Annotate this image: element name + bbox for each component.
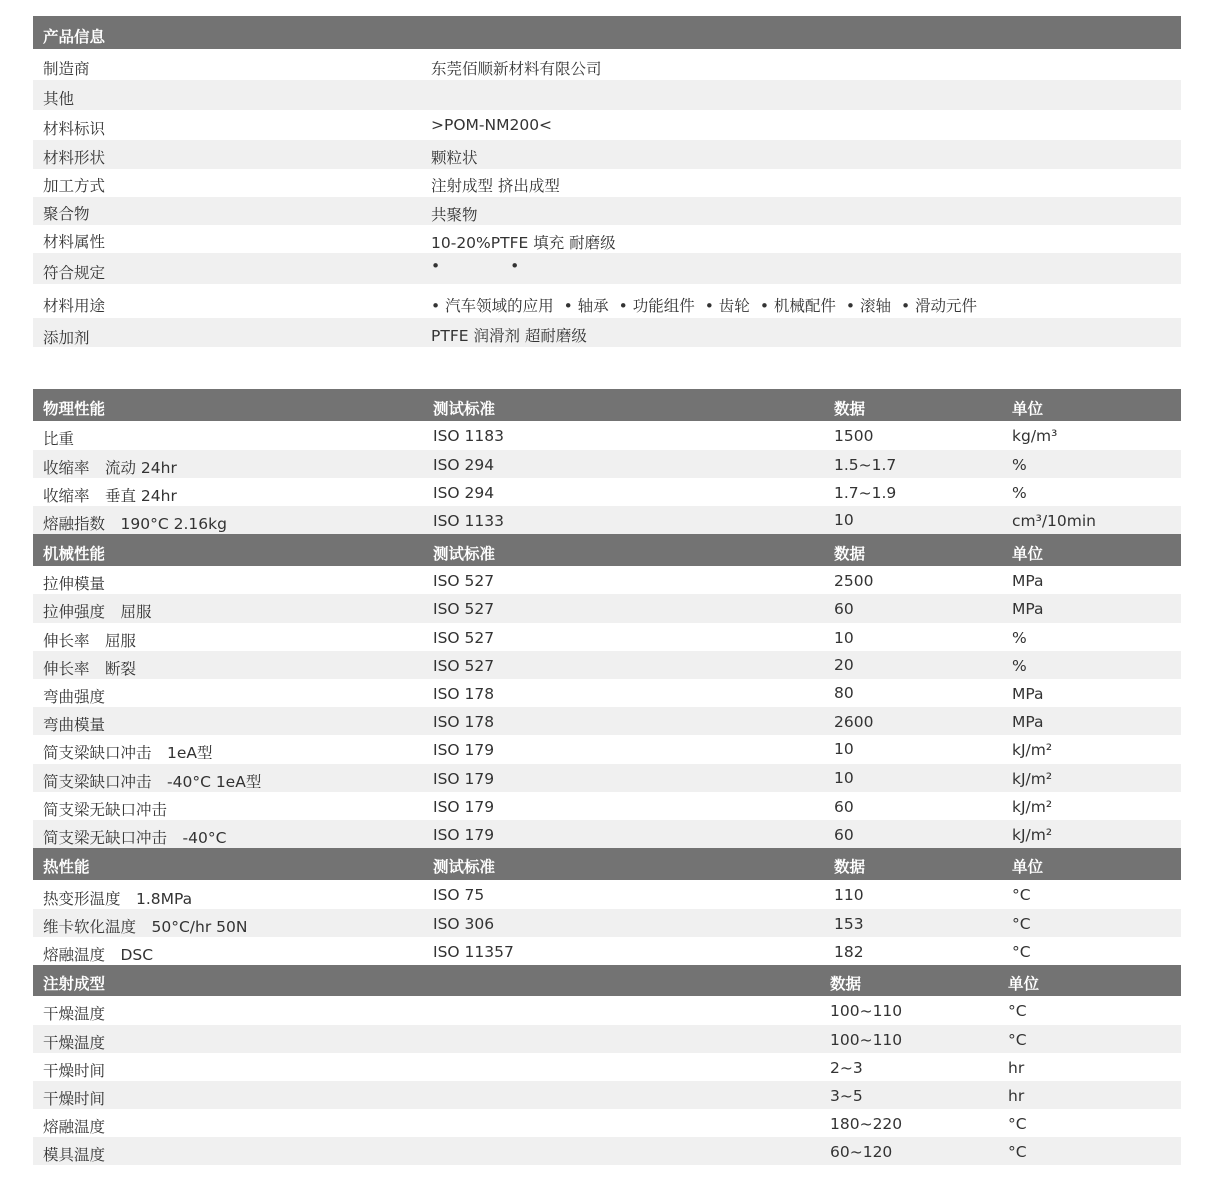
info-row — [33, 80, 1181, 110]
info-value: 东莞佰顺新材料有限公司 — [431, 60, 602, 78]
use-item: • 滑动元件 — [900, 297, 978, 315]
unit: °C — [1008, 1115, 1027, 1133]
info-value: 10-20%PTFE 填充 耐磨级 — [431, 234, 616, 252]
standard: ISO 11357 — [433, 943, 514, 961]
col-standard: 测试标准 — [433, 400, 496, 418]
col-property: 热性能 — [43, 858, 90, 876]
col-property: 注射成型 — [43, 975, 106, 993]
col-unit: 单位 — [1012, 858, 1044, 876]
table-row — [33, 764, 1181, 792]
table-row — [33, 478, 1181, 506]
unit: °C — [1012, 943, 1031, 961]
bullet: • — [510, 257, 520, 275]
property: 熔融指数 190°C 2.16kg — [43, 515, 227, 533]
unit: MPa — [1012, 600, 1044, 618]
table-row — [33, 506, 1181, 534]
standard: ISO 179 — [433, 741, 495, 759]
property: 收缩率 垂直 24hr — [43, 487, 177, 505]
table-row — [33, 679, 1181, 707]
info-row — [33, 197, 1181, 225]
unit: °C — [1008, 1143, 1027, 1161]
bullet: • — [431, 257, 441, 275]
standard: ISO 306 — [433, 915, 495, 933]
unit: °C — [1008, 1031, 1027, 1049]
unit: MPa — [1012, 685, 1044, 703]
unit: kJ/m² — [1012, 826, 1053, 844]
standard: ISO 294 — [433, 456, 495, 474]
value: 60 — [834, 600, 854, 618]
info-label: 符合规定 — [43, 264, 106, 282]
table-row — [33, 937, 1181, 965]
table-row — [33, 1081, 1181, 1109]
unit: MPa — [1012, 713, 1044, 731]
col-unit: 单位 — [1012, 400, 1044, 418]
unit: kJ/m² — [1012, 741, 1053, 759]
use-item: • 功能组件 — [618, 297, 695, 315]
use-item: • 汽车领域的应用 — [431, 297, 554, 315]
value: 10 — [834, 740, 854, 758]
standard: ISO 294 — [433, 484, 495, 502]
value: 60~120 — [830, 1143, 893, 1161]
info-value: 共聚物 — [431, 206, 478, 224]
info-label: 添加剂 — [43, 329, 90, 347]
property: 热变形温度 1.8MPa — [43, 890, 193, 908]
value: 1.5~1.7 — [834, 456, 897, 474]
table-row — [33, 880, 1181, 909]
table-row — [33, 450, 1181, 478]
property: 模具温度 — [43, 1146, 106, 1164]
value: 60 — [834, 826, 854, 844]
info-value: PTFE 润滑剂 超耐磨级 — [431, 327, 587, 345]
table-row — [33, 1109, 1181, 1137]
info-value: 注射成型 挤出成型 — [431, 177, 560, 195]
unit: °C — [1012, 886, 1031, 904]
unit: hr — [1008, 1087, 1025, 1105]
unit: % — [1012, 629, 1027, 647]
info-label: 制造商 — [43, 60, 90, 78]
property: 熔融温度 DSC — [43, 946, 154, 964]
info-value: 颗粒状 — [431, 149, 478, 167]
property: 干燥时间 — [43, 1090, 106, 1108]
table-row — [33, 1025, 1181, 1053]
table-row — [33, 623, 1181, 651]
info-row — [33, 169, 1181, 197]
info-row — [33, 110, 1181, 140]
property: 伸长率 屈服 — [43, 632, 137, 650]
unit: kJ/m² — [1012, 770, 1053, 788]
standard: ISO 179 — [433, 770, 495, 788]
value: 10 — [834, 769, 854, 787]
property: 简支梁无缺口冲击 -40°C — [43, 829, 227, 847]
property: 维卡软化温度 50°C/hr 50N — [43, 918, 248, 936]
thermal-header — [33, 848, 1181, 880]
value: 100~110 — [830, 1002, 903, 1020]
value: 100~110 — [830, 1031, 903, 1049]
property: 简支梁缺口冲击 1eA型 — [43, 744, 213, 762]
value: 2500 — [834, 572, 874, 590]
info-label: 材料用途 — [43, 297, 106, 315]
use-item: • 轴承 — [563, 297, 609, 315]
product-info-header — [33, 16, 1181, 49]
value: 180~220 — [830, 1115, 903, 1133]
mechanical-header — [33, 534, 1181, 566]
table-row — [33, 996, 1181, 1025]
info-row — [33, 318, 1181, 347]
value: 110 — [834, 886, 864, 904]
table-row — [33, 421, 1181, 450]
table-row — [33, 735, 1181, 764]
standard: ISO 1133 — [433, 512, 504, 530]
physical-header — [33, 389, 1181, 421]
unit: % — [1012, 657, 1027, 675]
value: 10 — [834, 511, 854, 529]
use-item: • 滚轴 — [845, 297, 891, 315]
info-row — [33, 225, 1181, 253]
value: 182 — [834, 943, 864, 961]
unit: hr — [1008, 1059, 1025, 1077]
property: 比重 — [43, 430, 75, 448]
info-label: 聚合物 — [43, 205, 90, 223]
info-row — [33, 284, 1181, 318]
value: 153 — [834, 915, 864, 933]
value: 3~5 — [830, 1087, 863, 1105]
col-standard: 测试标准 — [433, 858, 496, 876]
col-value: 数据 — [834, 545, 866, 563]
compliance-value — [431, 257, 519, 275]
section-title: 产品信息 — [43, 28, 106, 46]
table-row — [33, 792, 1181, 820]
info-row — [33, 140, 1181, 169]
col-property: 物理性能 — [43, 400, 106, 418]
table-row — [33, 651, 1181, 679]
info-label: 材料形状 — [43, 149, 106, 167]
uses-list — [431, 294, 987, 316]
property: 伸长率 断裂 — [43, 660, 137, 678]
property: 弯曲强度 — [43, 688, 106, 706]
table-row — [33, 1053, 1181, 1081]
standard: ISO 527 — [433, 572, 495, 590]
info-label: 材料属性 — [43, 233, 106, 251]
unit: cm³/10min — [1012, 512, 1097, 530]
col-unit: 单位 — [1012, 545, 1044, 563]
info-row — [33, 50, 1181, 80]
property: 简支梁缺口冲击 -40°C 1eA型 — [43, 773, 262, 791]
standard: ISO 75 — [433, 886, 485, 904]
unit: MPa — [1012, 572, 1044, 590]
standard: ISO 1183 — [433, 427, 504, 445]
property: 干燥时间 — [43, 1062, 106, 1080]
info-row — [33, 253, 1181, 284]
unit: °C — [1008, 1002, 1027, 1020]
info-label: 加工方式 — [43, 177, 106, 195]
value: 1500 — [834, 427, 874, 445]
table-row — [33, 1137, 1181, 1165]
value: 80 — [834, 684, 854, 702]
property: 简支梁无缺口冲击 — [43, 801, 168, 819]
standard: ISO 527 — [433, 657, 495, 675]
standard: ISO 178 — [433, 713, 495, 731]
table-row — [33, 820, 1181, 848]
unit: °C — [1012, 915, 1031, 933]
info-value: >POM-NM200< — [431, 116, 553, 134]
info-label: 材料标识 — [43, 120, 106, 138]
value: 2600 — [834, 713, 874, 731]
table-row — [33, 566, 1181, 594]
standard: ISO 179 — [433, 798, 495, 816]
property: 拉伸模量 — [43, 575, 106, 593]
property: 熔融温度 — [43, 1118, 106, 1136]
use-item: • 机械配件 — [759, 297, 836, 315]
property: 拉伸强度 屈服 — [43, 603, 152, 621]
value: 10 — [834, 629, 854, 647]
property: 收缩率 流动 24hr — [43, 459, 177, 477]
standard: ISO 178 — [433, 685, 495, 703]
standard: ISO 527 — [433, 600, 495, 618]
unit: % — [1012, 484, 1027, 502]
col-property: 机械性能 — [43, 545, 106, 563]
table-row — [33, 594, 1181, 623]
unit: % — [1012, 456, 1027, 474]
unit: kg/m³ — [1012, 427, 1058, 445]
value: 60 — [834, 798, 854, 816]
value: 1.7~1.9 — [834, 484, 897, 502]
col-value: 数据 — [834, 858, 866, 876]
col-value: 数据 — [830, 975, 862, 993]
value: 20 — [834, 656, 854, 674]
table-row — [33, 909, 1181, 937]
property: 干燥温度 — [43, 1005, 106, 1023]
injection-header — [33, 965, 1181, 996]
col-unit: 单位 — [1008, 975, 1040, 993]
property: 弯曲模量 — [43, 716, 106, 734]
use-item: • 齿轮 — [704, 297, 750, 315]
standard: ISO 527 — [433, 629, 495, 647]
table-row — [33, 707, 1181, 735]
unit: kJ/m² — [1012, 798, 1053, 816]
info-label: 其他 — [43, 90, 75, 108]
col-standard: 测试标准 — [433, 545, 496, 563]
property: 干燥温度 — [43, 1034, 106, 1052]
col-value: 数据 — [834, 400, 866, 418]
standard: ISO 179 — [433, 826, 495, 844]
value: 2~3 — [830, 1059, 863, 1077]
